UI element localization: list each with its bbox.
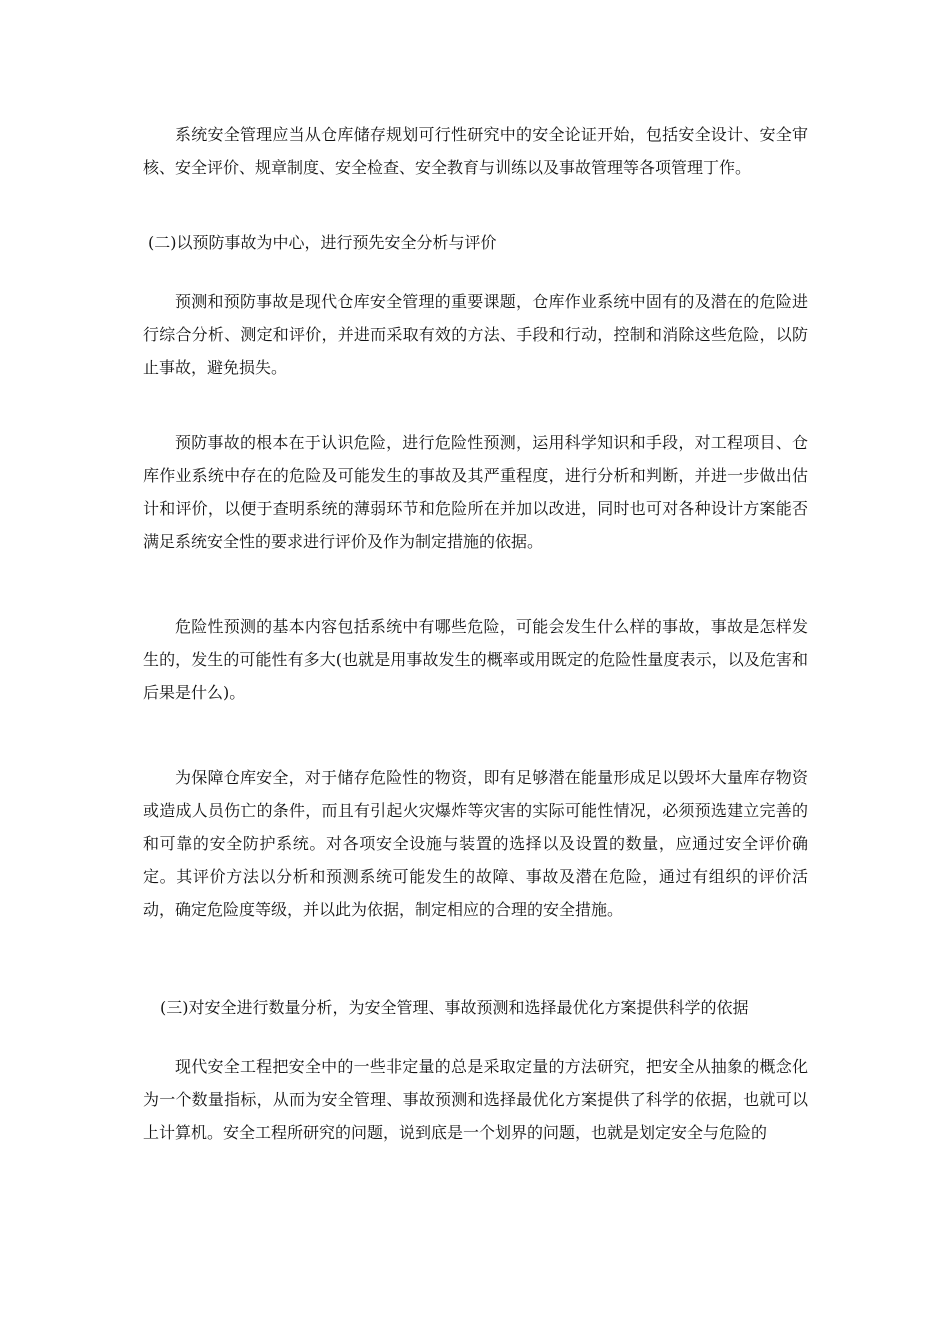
section-heading-2: (二)以预防事故为中心，进行预先安全分析与评价 bbox=[148, 233, 497, 252]
paragraph-accident-prediction: 预测和预防事故是现代仓库安全管理的重要课题，仓库作业系统中固有的及潜在的危险进行综合分析、测定和评价，并进而采取有效的方法、手段和行动，控制和消除这些危险，以防止事故，避免损失。 bbox=[143, 292, 808, 377]
paragraph-warehouse-safety-assurance: 为保障仓库安全，对于储存危险性的物资，即有足够潜在能量形成足以毁坏大量库存物资或造成人员伤亡的条件，而且有引起火灾爆炸等灾害的实际可能性情况，必须预选建立完善的和可靠的安全防护系统。对各项安全设施与装置的选择以及设置的数量，应通过安全评价确定。其评价方法以分析和预测系统可能发生的故障、事故及潜在危险，通过有组织的评价活动，确定危险度等级，并以此为依据，制定相应的合理的安全措施。 bbox=[143, 768, 808, 919]
paragraph-system-safety-management: 系统安全管理应当从仓库储存规划可行性研究中的安全论证开始，包括安全设计、安全审核、安全评价、规章制度、安全检查、安全教育与训练以及事故管理等各项管理丁作。 bbox=[143, 125, 808, 177]
section-heading-3: (三)对安全进行数量分析，为安全管理、事故预测和选择最优化方案提供科学的依据 bbox=[160, 998, 749, 1017]
paragraph-accident-prevention: 预防事故的根本在于认识危险，进行危险性预测，运用科学知识和手段，对工程项目、仓库作业系统中存在的危险及可能发生的事故及其严重程度，进行分析和判断，并进一步做出估计和评价，以便于查明系统的薄弱环节和危险所在并加以改进，同时也可对各种设计方案能否满足系统安全性的要求进行评价及作为制定措施的依据。 bbox=[143, 433, 808, 551]
paragraph-modern-safety-engineering: 现代安全工程把安全中的一些非定量的总是采取定量的方法研究，把安全从抽象的概念化为一个数量指标，从而为安全管理、事故预测和选择最优化方案提供了科学的依据，也就可以上计算机。安全工程所研究的问题，说到底是一个划界的问题，也就是划定安全与危险的 bbox=[143, 1057, 808, 1142]
paragraph-hazard-prediction: 危险性预测的基本内容包括系统中有哪些危险，可能会发生什么样的事故，事故是怎样发生的，发生的可能性有多大(也就是用事故发生的概率或用既定的危险性量度表示，以及危害和后果是什么)。 bbox=[143, 617, 808, 702]
